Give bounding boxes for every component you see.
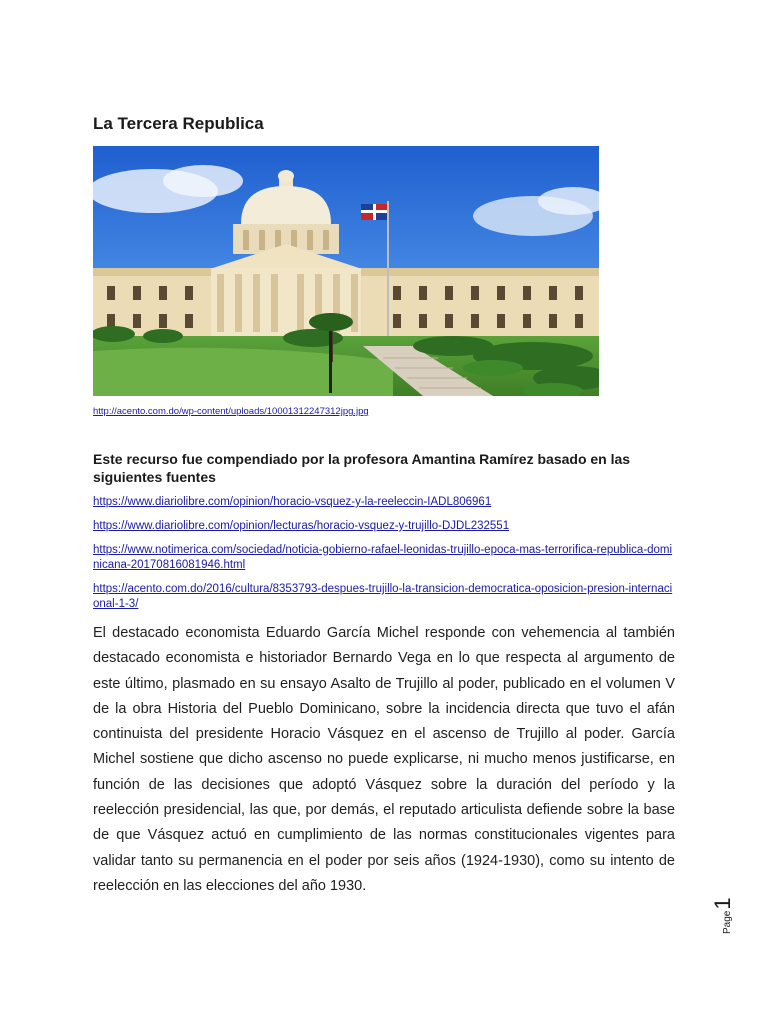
list-item [93,519,675,534]
source-link-1[interactable]: https://www.diariolibre.com/opinion/horacio-vsquez-y-la-reeleccin-IADL806961 [93,496,492,508]
image-source-link[interactable]: http://acento.com.do/wp-content/uploads/10001312247312jpg.jpg [93,406,369,417]
page-number-label [710,897,736,934]
source-link-2[interactable]: https://www.diariolibre.com/opinion/lecturas/horacio-vsquez-y-trujillo-DJDL232551 [93,520,510,532]
list-item [93,582,675,612]
sources-list [93,495,675,621]
list-item [93,543,675,573]
page-number: 1 [710,897,735,910]
document-page [93,0,675,1024]
national-palace-photo [93,146,599,396]
source-link-3[interactable]: https://www.notimerica.com/sociedad/noticia-gobierno-rafael-leonidas-trujillo-epoca-mas-terrorifica-republica-dominicana-20170816081946.html [93,544,673,571]
source-link-4[interactable]: https://acento.com.do/2016/cultura/8353793-despues-trujillo-la-transicion-democratica-oposicion-presion-internacional-1-3/ [93,583,673,610]
page-word: Page [722,910,733,934]
list-item [93,495,675,510]
page-title: La Tercera Republica [93,114,264,133]
intro-heading: Este recurso fue compendiado por la profesora Amantina Ramírez basado en las siguientes fuentes [93,451,631,485]
body-paragraph: El destacado economista Eduardo García Michel responde con vehemencia al también destacado economista e historiador Bernardo Vega en lo que respecta al argumento de este último, plasmado en su ensayo Asalto de Trujillo al poder, publicado en el volumen V de la obra Historia del Pueblo Dominicano, sobre la incidencia directa que tuvo el afán continuista del presidente Horacio Vásquez en el ascenso de Trujillo al poder. García Michel sostiene que dicho ascenso no puede explicarse, ni mucho menos justificarse, en función de las decisiones que adoptó Vásquez sobre la duración del período y la reelección presidencial, las que, por demás, el reputado articulista defiende sobre la base de que Vásquez actuó en cumplimiento de las normas constitucionales vigentes para validar tanto su permanencia en el poder por seis años (1924-1930), como su intento de reelección en las elecciones del año 1930. [93,625,675,894]
